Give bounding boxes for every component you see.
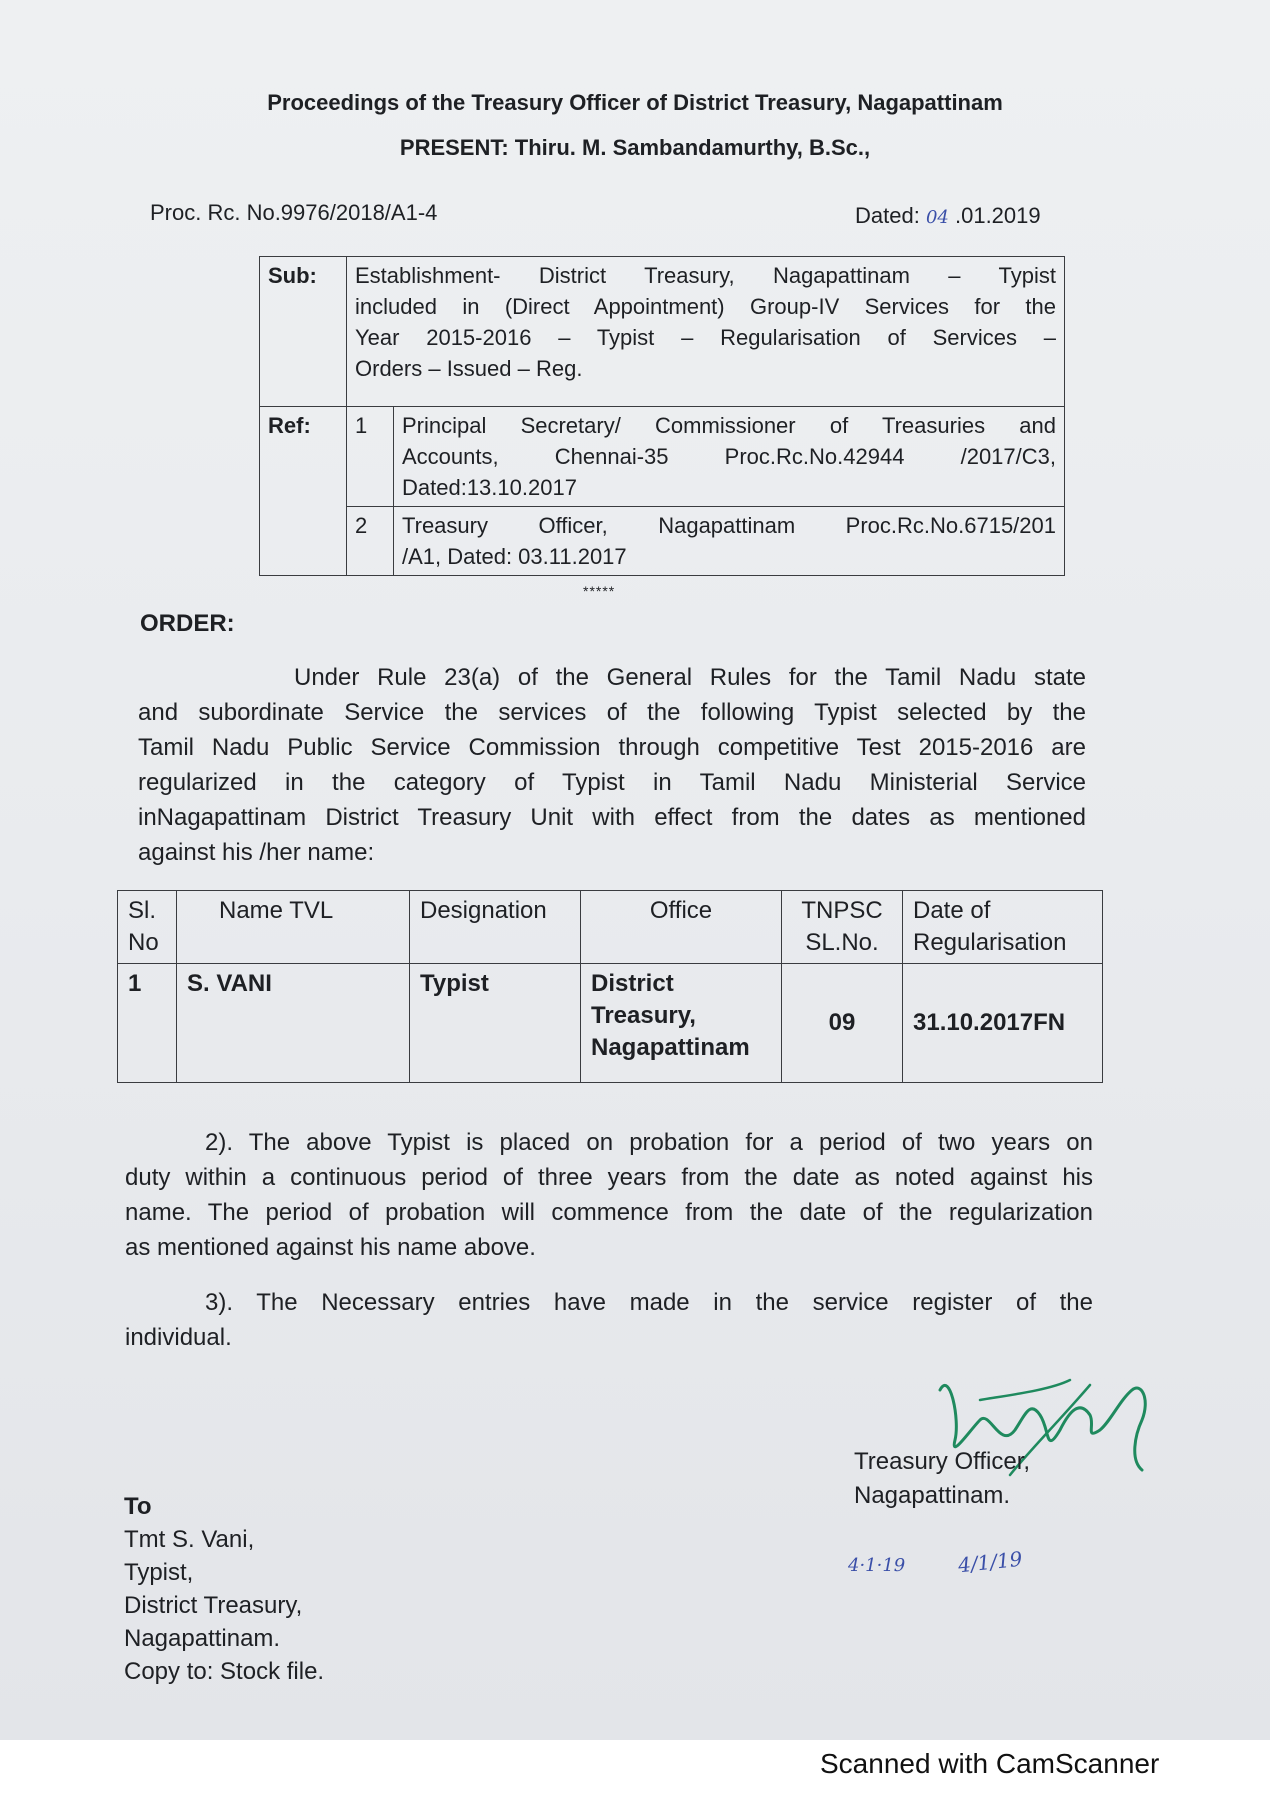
probation-paragraph [125,1125,1093,1265]
order-line: Under Rule 23(a) of the General Rules for the Tamil Nadu state [294,664,1086,691]
address-line: Tmt S. Vani, [124,1526,255,1553]
dated-line [855,203,1041,229]
header-date-line1: Date of [913,897,991,924]
subject-line: Establishment- District Treasury, Nagapattinam – Typist [355,263,1056,288]
handwritten-initial-date: 4/1/19 [956,1546,1024,1578]
cell-office [581,964,782,1083]
subject-row [260,257,1065,407]
probation-line: as mentioned against his name above. [125,1234,536,1261]
order-paragraph [138,660,1086,870]
reference-number: 2 [347,507,394,576]
subject-reference-table [259,256,1065,576]
reference-row [260,507,1065,576]
subject-line: Orders – Issued – Reg. [355,356,583,381]
address-line: Typist, [124,1559,194,1586]
cell-office-line: Treasury, [591,1002,696,1029]
copy-to-line: Copy to: Stock file. [124,1658,325,1685]
header-designation: Designation [410,891,581,964]
separator-stars: ***** [583,583,616,599]
subject-line: included in (Direct Appointment) Group-IV Services for the [355,294,1056,319]
reference-row [260,407,1065,507]
entries-paragraph [125,1285,1093,1355]
order-line: against his /her name: [138,839,375,866]
reference-text [394,407,1065,507]
regularisation-table [117,890,1103,1083]
header-tnpsc [782,891,903,964]
cell-tnpsc: 09 [782,964,903,1083]
entries-line: individual. [125,1324,232,1351]
scanner-watermark: Scanned with CamScanner [820,1748,1160,1779]
reference-line: Accounts, Chennai-35 Proc.Rc.No.42944 /2017/C3, [402,444,1056,469]
subject-line: Year 2015-2016 – Typist – Regularisation of Services – [355,325,1056,350]
proc-number: Proc. Rc. No.9976/2018/A1-4 [150,200,438,225]
handwritten-date-note: 4·1·19 [848,1555,906,1576]
address-block [124,1490,324,1688]
header-tnpsc-line1: TNPSC [801,897,883,924]
entries-line: 3). The Necessary entries have made in the service register of the [205,1289,1093,1316]
cell-name: S. VANI [177,964,410,1083]
cell-date: 31.10.2017FN [903,964,1103,1083]
dated-handwritten-day: 04 [925,207,949,228]
reference-line: /A1, Dated: 03.11.2017 [402,544,627,569]
dated-label: Dated: [855,203,920,228]
header-sl-line1: Sl. [128,897,157,924]
cell-designation: Typist [410,964,581,1083]
probation-line: name. The period of probation will commence from the date of the regularization [125,1199,1093,1226]
reference-text [394,507,1065,576]
cell-office-line: Nagapattinam [591,1034,750,1061]
header-sl [118,891,177,964]
subject-label: Sub: [260,257,347,407]
address-line: District Treasury, [124,1592,303,1619]
present-line: PRESENT: Thiru. M. Sambandamurthy, B.Sc., [399,135,871,160]
reference-line: Treasury Officer, Nagapattinam Proc.Rc.No.6715/201 [402,513,1056,538]
header-sl-line2: No [128,929,159,956]
reference-number: 1 [347,407,394,507]
probation-line: 2). The above Typist is placed on probation for a period of two years on [205,1129,1093,1156]
to-label: To [124,1493,152,1520]
table-header-row [118,891,1103,964]
order-line: inNagapattinam District Treasury Unit with effect from the dates as mentioned [138,804,1086,831]
cell-sl: 1 [118,964,177,1083]
dated-month-year: .01.2019 [954,203,1041,228]
document-title: Proceedings of the Treasury Officer of District Treasury, Nagapattinam [267,90,1003,115]
header-name: Name TVL [177,891,410,964]
reference-line: Principal Secretary/ Commissioner of Treasuries and [402,413,1056,438]
header-date [903,891,1103,964]
signatory-place: Nagapattinam. [854,1482,1011,1509]
order-line: and subordinate Service the services of the following Typist selected by the [138,699,1086,726]
order-line: regularized in the category of Typist in Tamil Nadu Ministerial Service [138,769,1086,796]
header-office: Office [581,891,782,964]
probation-line: duty within a continuous period of three years from the date as noted against his [125,1164,1093,1191]
signatory-block [854,1445,1030,1513]
subject-text [347,257,1065,407]
signatory-title: Treasury Officer, [854,1448,1031,1475]
reference-line: Dated:13.10.2017 [402,475,577,500]
order-heading: ORDER: [140,610,235,637]
cell-office-line: District [591,970,674,997]
header-tnpsc-line2: SL.No. [805,929,879,956]
header-date-line2: Regularisation [913,929,1067,956]
reference-label: Ref: [260,407,347,576]
order-line: Tamil Nadu Public Service Commission through competitive Test 2015-2016 are [138,734,1086,761]
table-row [118,964,1103,1083]
address-line: Nagapattinam. [124,1625,281,1652]
